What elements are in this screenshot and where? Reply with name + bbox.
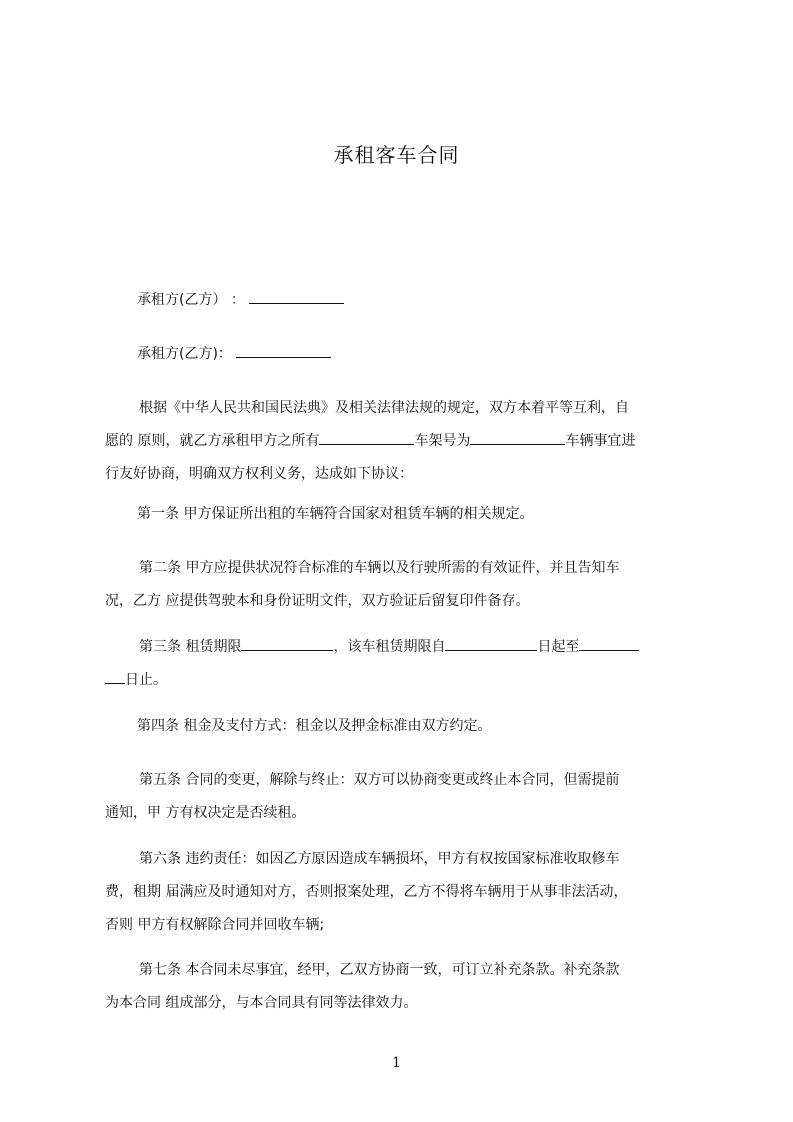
article-1-text: 第一条 甲方保证所出租的车辆符合国家对租赁车辆的相关规定。: [137, 506, 534, 522]
party-b-line-2-text: [137, 338, 737, 371]
party-b-label-2: 承租方(乙方)：: [137, 346, 232, 362]
preamble-line-1: 根据《中华人民共和国民法典》及相关法律法规的规定，双方本着平等互利，自: [139, 400, 629, 416]
party-b-line-1-text: [137, 284, 737, 317]
article-5-line-1: 第五条 合同的变更，解除与终止：双方可以协商变更或终止本合同，但需提前: [139, 772, 620, 788]
lease-end-blank-b: [105, 668, 125, 684]
article-4: [137, 710, 737, 743]
article-6-line-1: 第六条 违约责任：如因乙方原因造成车辆损坏，甲方有权按国家标准收取修车: [139, 851, 620, 867]
article-7: [105, 954, 705, 1020]
article-1: [137, 498, 737, 531]
article-5: [105, 764, 705, 830]
article-3-part-c: 日起至: [537, 639, 580, 655]
page-number: 1: [392, 1055, 401, 1071]
article-6-line-2: 费，租期 届满应及时通知对方，否则报案处理，乙方不得将车辆用于从事非法活动，: [105, 884, 628, 900]
party-b-line-1: [137, 284, 737, 317]
party-b-line-2: [137, 338, 737, 371]
lease-end-blank-a: [579, 635, 639, 651]
article-3-part-d: 日止。: [125, 672, 167, 688]
party-b-blank-2: [236, 342, 331, 358]
article-3-line-2: [105, 664, 705, 697]
article-5-line-2: 通知，甲 方有权决定是否续租。: [105, 805, 306, 821]
party-b-label-1: 承租方(乙方） ：: [137, 292, 245, 308]
article-4-text: 第四条 租金及支付方式：租金以及押金标准由双方约定。: [137, 718, 492, 734]
party-b-blank-1: [249, 288, 344, 304]
article-2-line-1: 第二条 甲方应提供状况符合标准的车辆以及行驶所需的有效证件，并且告知车: [139, 560, 620, 576]
preamble-line-2: [105, 425, 705, 458]
article-3-line-1: [105, 631, 705, 664]
preamble-line-2-part-c: 车辆事宜进: [565, 433, 636, 449]
preamble-paragraph: [105, 392, 705, 491]
article-2-line-2: 况，乙方 应提供驾驶本和身份证明文件，双方验证后留复印件备存。: [105, 593, 530, 609]
lease-term-blank: [241, 635, 333, 651]
lease-start-blank: [445, 635, 537, 651]
article-6-line-3: 否则 甲方有权解除合同并回收车辆;: [105, 917, 325, 933]
article-7-line-1: 第七条 本合同未尽事宜，经甲，乙双方协商一致，可订立补充条款。补充条款: [139, 962, 620, 978]
article-3-part-b: ，该车租赁期限自: [333, 639, 446, 655]
article-3: [105, 631, 705, 697]
vehicle-owner-blank: [319, 429, 414, 445]
article-2: [105, 552, 705, 618]
preamble-line-2-part-b: 车架号为: [414, 433, 471, 449]
frame-number-blank: [470, 429, 565, 445]
preamble-line-2-part-a: 愿的 原则，就乙方承租甲方之所有: [105, 433, 320, 449]
article-6: [105, 843, 705, 942]
preamble-line-3: 行友好协商，明确双方权利义务，达成如下协议：: [105, 466, 413, 482]
article-3-part-a: 第三条 租赁期限: [139, 639, 242, 655]
article-7-line-2: 为本合同 组成部分，与本合同具有同等法律效力。: [105, 995, 418, 1011]
document-title: 承租客车合同: [333, 143, 460, 167]
